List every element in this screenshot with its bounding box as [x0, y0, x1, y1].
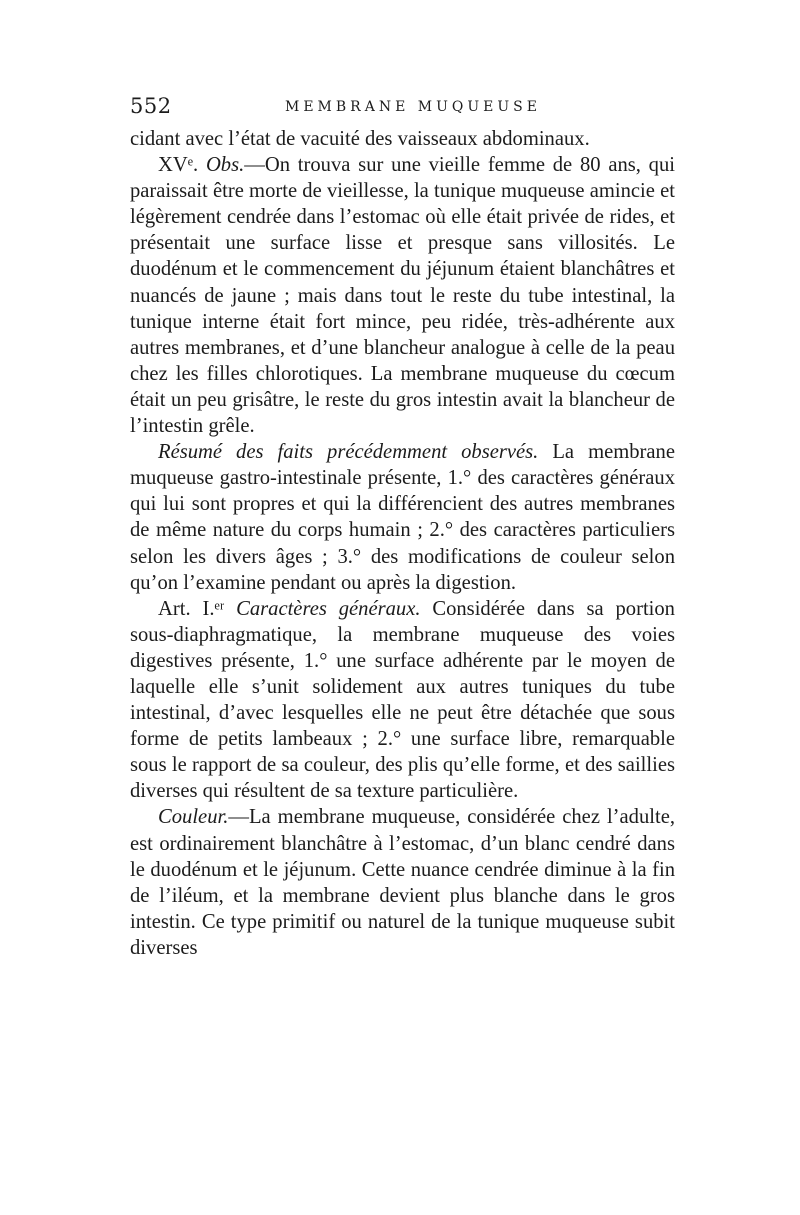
paragraph-resume	[130, 439, 675, 596]
paragraph-text: —On trouva sur une vieille femme de 80 ans, qui paraissait être morte de vieillesse, la tunique muqueuse amincie et légèrement cendrée dans l’estomac où elle était privée de rides, et présentait une surface lisse et presque sans villosités. Le duodénum et le commencement du jéjunum étaient blanchâtres et nuancés de jaune ; mais dans tout le reste du tube intestinal, la tunique interne était fort mince, peu ridée, très-adhérente aux autres membranes, et d’une blancheur analogue à celle de la peau chez les filles chlorotiques. La membrane muqueuse du cœcum était un peu grisâtre, le reste du gros intestin avait la blancheur de l’intestin grêle.	[130, 154, 675, 438]
paragraph-lead-italic: Résumé des faits précédemment observés.	[158, 441, 539, 464]
paragraph-couleur	[130, 804, 675, 961]
paragraph-text: Considérée dans sa portion sous-diaphragmatique, la membrane muqueuse des voies digestives présente, 1.° une surface adhérente par le moyen de laquelle elle s’unit solidement aux autres tuniques du tube intestinal, d’avec lesquelles elle ne peut être détachée que sous forme de petits lambeaux ; 2.° une surface libre, remarquable sous le rapport de sa couleur, des plis qu’elle forme, et des saillies diverses qui résultent de sa texture particulière.	[130, 597, 675, 803]
book-page	[130, 94, 675, 961]
paragraph-article-1	[130, 596, 675, 805]
paragraph-lead-italic: Caractères généraux.	[236, 597, 421, 620]
paragraph-lead: XVᵉ.	[158, 154, 206, 177]
paragraph-lead-italic: Couleur.	[158, 806, 229, 829]
page-number: 552	[130, 94, 172, 118]
paragraph-text: cidant avec l’état de vacuité des vaisseaux abdominaux.	[130, 128, 590, 150]
running-head: MEMBRANE MUQUEUSE	[285, 99, 541, 115]
page-header	[130, 94, 675, 126]
paragraph-lead-italic: Obs.	[205, 154, 245, 177]
paragraph-observation-xv	[130, 152, 675, 439]
paragraph-text: —La membrane muqueuse, considérée chez l’adulte, est ordinairement blanchâtre à l’estomac, d’un blanc cendré dans le duodénum et le jéjunum. Cette nuance cendrée diminue à la fin de l’iléum, et la membrane devient plus blanche dans le gros intestin. Ce type primitif ou naturel de la tunique muqueuse subit diverses	[130, 806, 675, 959]
paragraph-continuation	[130, 126, 675, 152]
body-text	[130, 126, 675, 961]
paragraph-text: La membrane muqueuse gastro-intestinale présente, 1.° des caractères généraux qui lui sont propres et qui la différencient des autres membranes de même nature du corps humain ; 2.° des caractères particuliers selon les divers âges ; 3.° des modifications de couleur selon qu’on l’examine pendant ou après la digestion.	[130, 441, 675, 594]
paragraph-lead: Art. I.ᵉʳ	[158, 597, 237, 620]
